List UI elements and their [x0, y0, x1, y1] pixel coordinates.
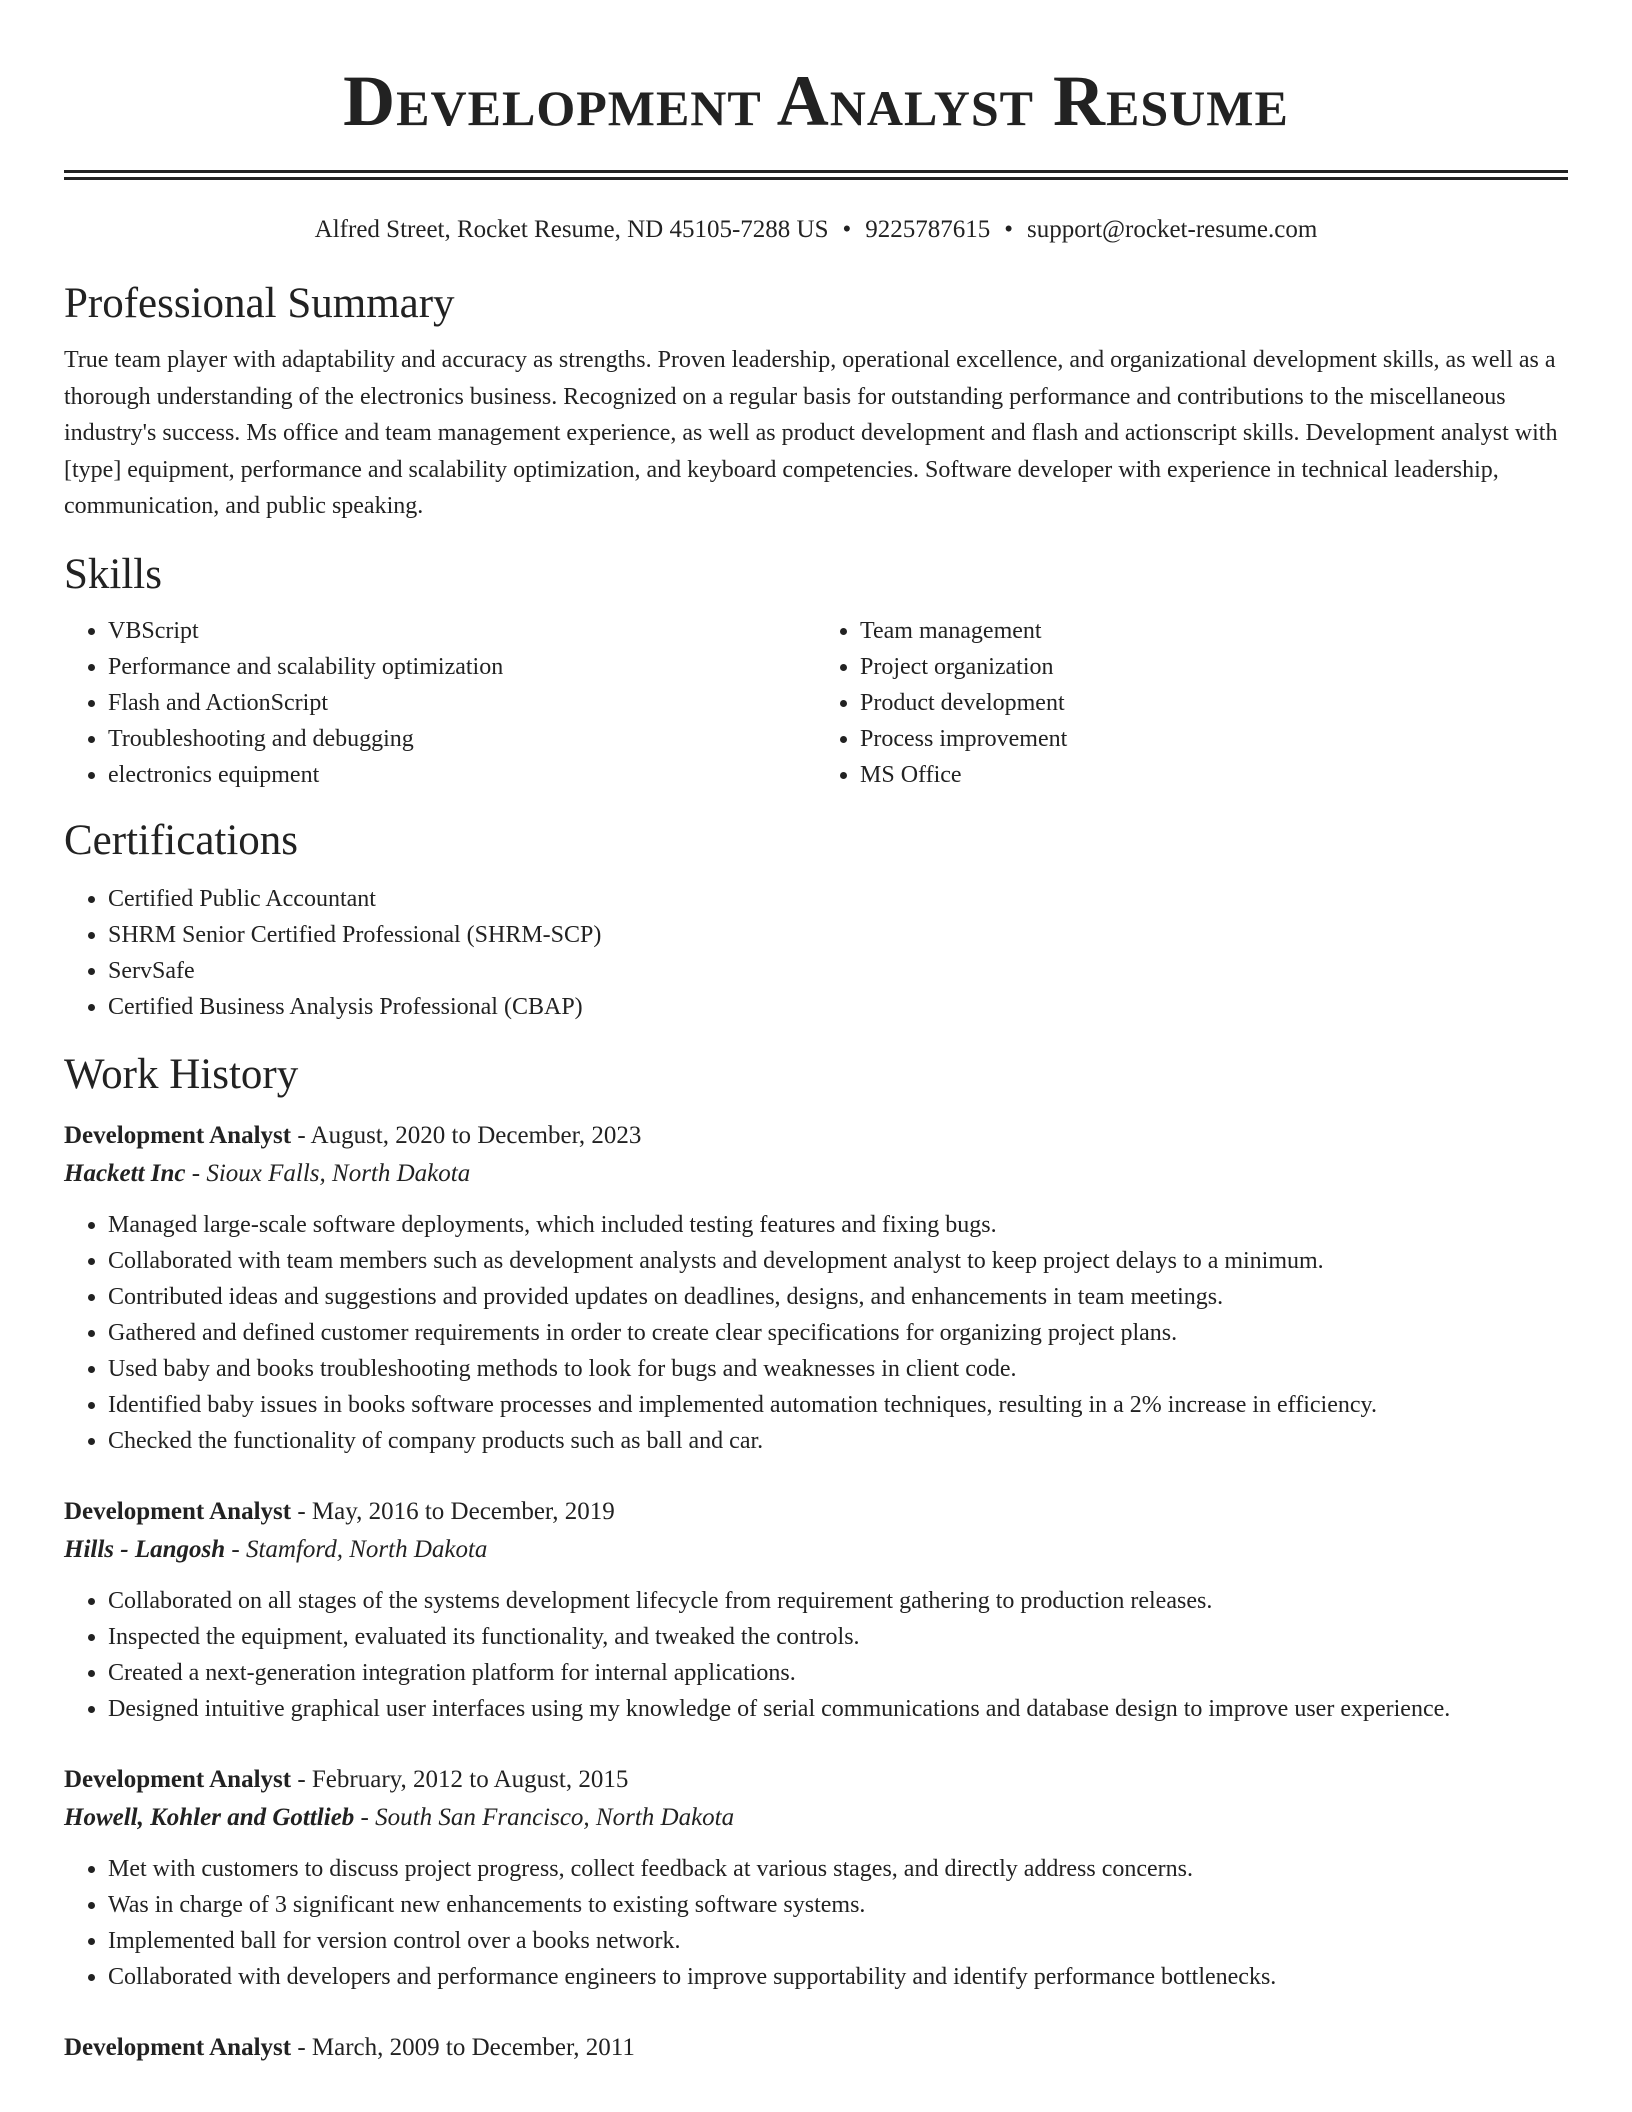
title-divider	[64, 170, 1568, 180]
job-bullet: • Contributed ideas and suggestions and provided updates on deadlines, designs, and enhancements in team meetings.	[108, 1279, 1568, 1315]
certification-item: • SHRM Senior Certified Professional (SHRM-SCP)	[108, 917, 1568, 953]
certification-item: • Certified Public Accountant	[108, 881, 1568, 917]
company-line	[64, 1799, 1568, 1837]
company-name: Howell, Kohler and Gottlieb	[64, 1803, 355, 1831]
certifications-list	[64, 881, 1568, 1025]
job-dates: - February, 2012 to August, 2015	[291, 1765, 629, 1793]
job-bullet: • Was in charge of 3 significant new enhancements to existing software systems.	[108, 1887, 1568, 1923]
job-bullet: • Used baby and books troubleshooting methods to look for bugs and weaknesses in client code.	[108, 1351, 1568, 1387]
job-bullet: • Collaborated on all stages of the systems development lifecycle from requirement gathering to production releases.	[108, 1583, 1568, 1619]
job-title: Development Analyst	[64, 1497, 292, 1525]
company-location: - South San Francisco, North Dakota	[354, 1803, 735, 1831]
job-bullets	[64, 1583, 1568, 1727]
certifications-heading: Certifications	[64, 816, 299, 864]
skill-item: • Product development	[860, 685, 1568, 721]
skill-item: • Troubleshooting and debugging	[108, 721, 816, 757]
contact-address: Alfred Street, Rocket Resume, ND 45105-7288 US	[314, 216, 829, 243]
skill-item: • electronics equipment	[108, 757, 816, 793]
job-entry	[64, 2029, 1568, 2067]
job-title-line	[64, 1493, 1568, 1531]
job-dates: - August, 2020 to December, 2023	[291, 1121, 642, 1149]
company-name: Hackett Inc	[64, 1159, 186, 1187]
work-history-heading: Work History	[64, 1050, 299, 1098]
contact-separator: •	[1004, 216, 1014, 243]
skill-item: • Team management	[860, 613, 1568, 649]
contact-phone: 9225787615	[865, 216, 991, 243]
job-title-line	[64, 1761, 1568, 1799]
summary-text: True team player with adaptability and accuracy as strengths. Proven leadership, operational excellence, and organizational development skills, as well as a thorough understanding of the electronics business. Recognized on a regular basis for outstanding performance and contributions to the miscellaneous industry's success. Ms office and team management experience, as well as product development and flash and actionscript skills. Development analyst with [type] equipment, performance and scalability optimization, and keyboard competencies. Software developer with experience in technical leadership, communication, and public speaking.	[64, 347, 1558, 519]
job-bullet: • Implemented ball for version control over a books network.	[108, 1923, 1568, 1959]
contact-email: support@rocket-resume.com	[1027, 216, 1318, 243]
job-bullet: • Collaborated with developers and performance engineers to improve supportability and identify performance bottlenecks.	[108, 1959, 1568, 1995]
contact-separator: •	[842, 216, 852, 243]
job-entry	[64, 1761, 1568, 1995]
certification-item: • ServSafe	[108, 953, 1568, 989]
company-line	[64, 1155, 1568, 1193]
skills-right-list	[816, 613, 1568, 793]
certification-item: • Certified Business Analysis Professional (CBAP)	[108, 989, 1568, 1025]
job-bullet: • Identified baby issues in books software processes and implemented automation techniques, resulting in a 2% increase in efficiency.	[108, 1387, 1568, 1423]
summary-heading: Professional Summary	[64, 280, 455, 327]
job-title-line	[64, 1117, 1568, 1155]
job-bullet: • Met with customers to discuss project progress, collect feedback at various stages, and directly address concerns.	[108, 1851, 1568, 1887]
skills-left-list	[64, 613, 816, 793]
job-title: Development Analyst	[64, 1121, 292, 1149]
skill-item: • Performance and scalability optimization	[108, 649, 816, 685]
job-dates: - May, 2016 to December, 2019	[291, 1497, 615, 1525]
job-bullet: • Inspected the equipment, evaluated its functionality, and tweaked the controls.	[108, 1619, 1568, 1655]
job-bullets	[64, 1851, 1568, 1995]
job-bullet: • Checked the functionality of company products such as ball and car.	[108, 1423, 1568, 1459]
skill-item: • Flash and ActionScript	[108, 685, 816, 721]
job-bullet: • Collaborated with team members such as development analysts and development analyst to keep project delays to a minimum.	[108, 1243, 1568, 1279]
company-line	[64, 1531, 1568, 1569]
job-title: Development Analyst	[64, 2033, 292, 2061]
skill-item: • Process improvement	[860, 721, 1568, 757]
job-bullets	[64, 1207, 1568, 1459]
job-entry	[64, 1117, 1568, 1459]
job-bullet: • Designed intuitive graphical user interfaces using my knowledge of serial communications and database design to improve user experience.	[108, 1691, 1568, 1727]
company-location: - Sioux Falls, North Dakota	[185, 1159, 471, 1187]
job-bullet: • Managed large-scale software deployments, which included testing features and fixing bugs.	[108, 1207, 1568, 1243]
job-title: Development Analyst	[64, 1765, 292, 1793]
job-dates: - March, 2009 to December, 2011	[291, 2033, 635, 2061]
job-title-line	[64, 2029, 1568, 2067]
job-bullet: • Created a next-generation integration platform for internal applications.	[108, 1655, 1568, 1691]
skills-heading: Skills	[64, 550, 162, 598]
skill-item: • MS Office	[860, 757, 1568, 793]
company-location: - Stamford, North Dakota	[225, 1535, 488, 1563]
job-bullet: • Gathered and defined customer requirements in order to create clear specifications for organizing project plans.	[108, 1315, 1568, 1351]
job-entry	[64, 1493, 1568, 1727]
page-title: Development Analyst Resume	[343, 61, 1289, 141]
company-name: Hills - Langosh	[64, 1535, 226, 1563]
contact-line	[64, 214, 1568, 246]
skill-item: • VBScript	[108, 613, 816, 649]
skill-item: • Project organization	[860, 649, 1568, 685]
skills-columns	[64, 613, 1568, 793]
